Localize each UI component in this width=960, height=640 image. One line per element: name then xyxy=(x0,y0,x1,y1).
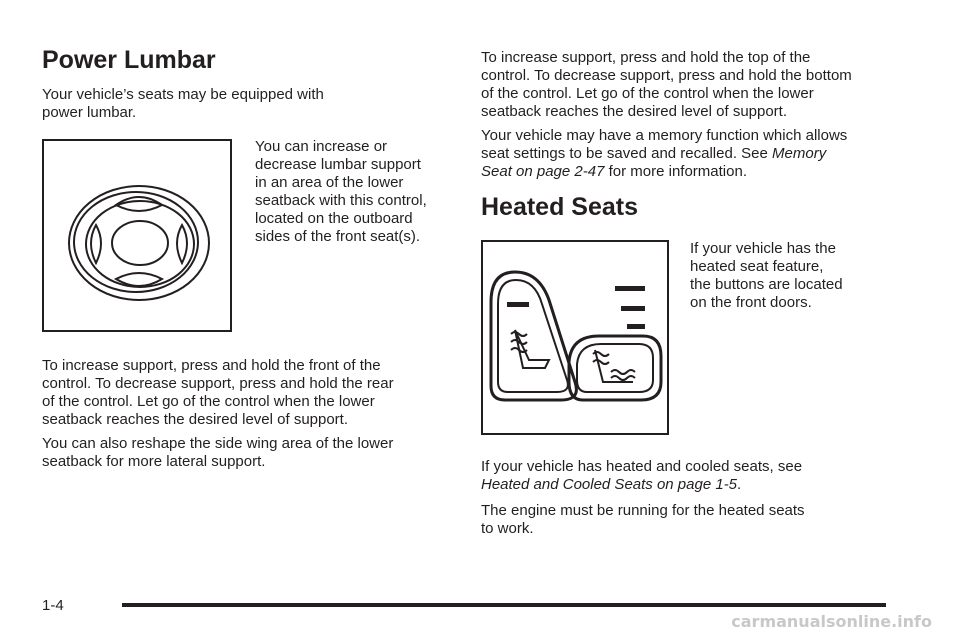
side-wing-paragraph: You can also reshape the side wing area of the lower seatback for more lateral support. xyxy=(42,435,394,470)
memory-seat-link-cont[interactable]: Seat on page 2-47 xyxy=(481,163,605,180)
memory-function-paragraph: Your vehicle may have a memory function which allows seat settings to be saved and recalled. See Memory Seat on page 2-47 for more information. xyxy=(481,127,848,180)
heated-seat-buttons-figure xyxy=(481,240,669,435)
heated-seats-heading: Heated Seats xyxy=(481,193,639,221)
page-number: 1-4 xyxy=(42,597,64,614)
heated-cooled-paragraph: If your vehicle has heated and cooled seats, see Heated and Cooled Seats on page 1-5. xyxy=(481,458,803,493)
heated-seat-figure-caption: If your vehicle has the heated seat feature, the buttons are located on the front doors. xyxy=(690,240,843,311)
side-wing-support-paragraph: To increase support, press and hold the top of the control. To decrease support, press and hold the bottom of the control. Let go of the control when the lower seatback reaches the desired level of support. xyxy=(481,49,852,120)
lumbar-support-paragraph: To increase support, press and hold the front of the control. To decrease support, press and hold the rear of the control. Let go of the control when the lower seatback reaches the desired level of support. xyxy=(42,357,394,428)
power-lumbar-heading: Power Lumbar xyxy=(42,46,216,74)
footer-rule xyxy=(122,603,886,607)
lumbar-control-icon xyxy=(44,141,230,330)
watermark: carmanualsonline.info xyxy=(731,612,932,631)
engine-running-paragraph: The engine must be running for the heated seats to work. xyxy=(481,502,805,537)
memory-seat-link[interactable]: Memory xyxy=(772,145,827,162)
heated-cooled-seats-link[interactable]: Heated and Cooled Seats on page 1-5 xyxy=(481,476,738,493)
heated-seat-buttons-icon xyxy=(483,242,667,433)
lumbar-control-figure xyxy=(42,139,232,332)
power-lumbar-intro: Your vehicle’s seats may be equipped with power lumbar. xyxy=(42,86,324,121)
lumbar-figure-caption: You can increase or decrease lumbar support in an area of the lower seatback with this control, located on the outboard sides of the front seat(s). xyxy=(255,138,427,245)
